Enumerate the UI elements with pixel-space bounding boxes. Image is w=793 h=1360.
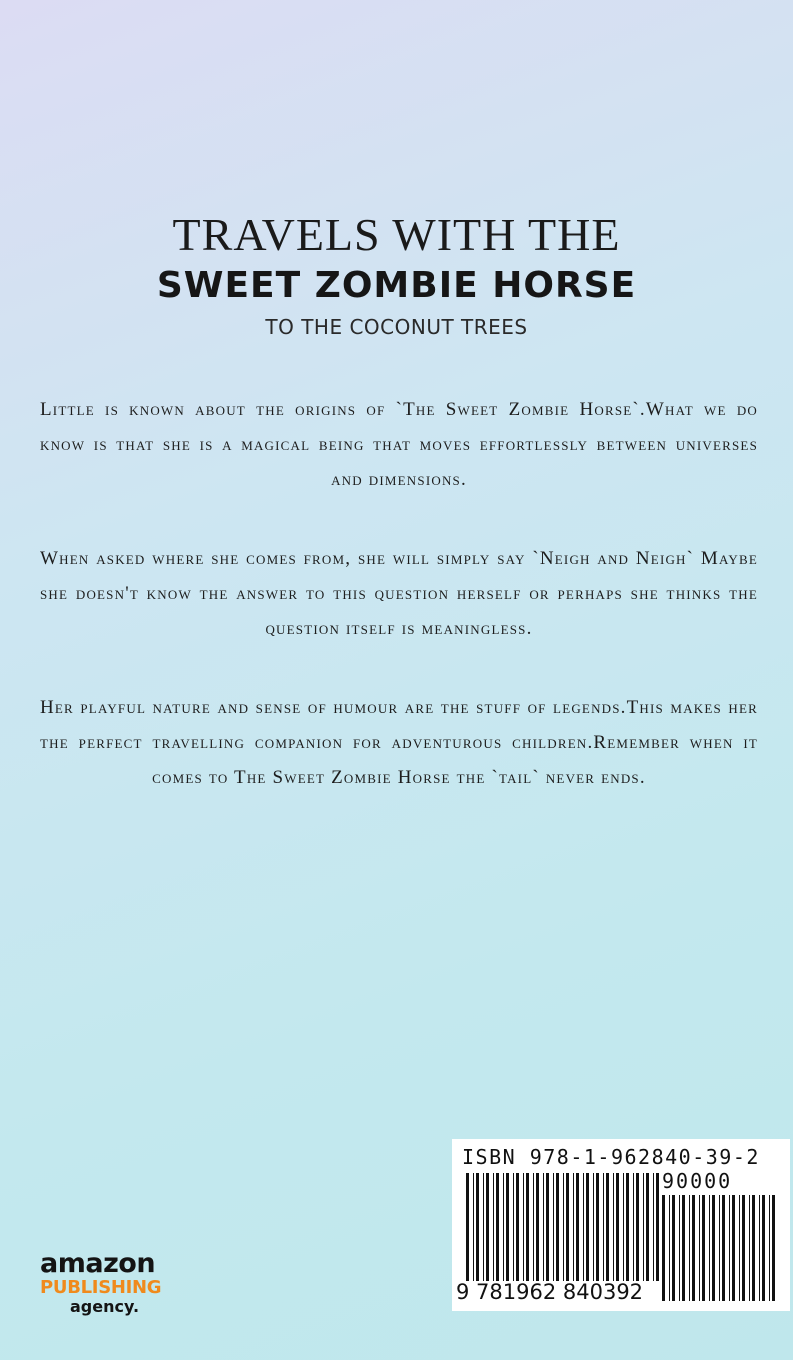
- ean-barcode-bars: [466, 1173, 660, 1281]
- blurb-paragraph-2: When asked where she comes from, she will simply say `Neigh and Neigh` Maybe she doesn't know the answer to this question herself or perhaps she thinks the question itself is meaningless.: [40, 548, 758, 639]
- title-block: [0, 208, 793, 342]
- addon-digits: 90000: [662, 1169, 733, 1193]
- addon-barcode-bars: [662, 1195, 778, 1301]
- logo-agency-text: agency.: [70, 1297, 140, 1316]
- isbn-label: ISBN 978-1-962840-39-2: [462, 1145, 760, 1169]
- title-line-2: SWEET ZOMBIE HORSE: [156, 265, 637, 306]
- barcode: [452, 1139, 790, 1311]
- publisher-logo: [40, 1250, 200, 1316]
- ean-digits: 9 781962 840392: [456, 1280, 644, 1304]
- blurb-paragraph-3: Her playful nature and sense of humour are the stuff of legends.This makes her the perfect travelling companion for adventurous children.Remember when it comes to The Sweet Zombie Horse the `tail` never ends.: [40, 697, 758, 788]
- blurb-paragraph-1: Little is known about the origins of `The Sweet Zombie Horse`.What we do know is that she is a magical being that moves effortlessly between universes and dimensions.: [40, 399, 758, 490]
- subtitle: TO THE COCONUT TREES: [265, 315, 528, 339]
- logo-amazon-text: amazon: [40, 1248, 156, 1279]
- title-line-1: TRAVELS WITH THE: [172, 209, 621, 260]
- blurb: [40, 392, 758, 839]
- logo-publishing-text: PUBLISHING: [40, 1277, 162, 1298]
